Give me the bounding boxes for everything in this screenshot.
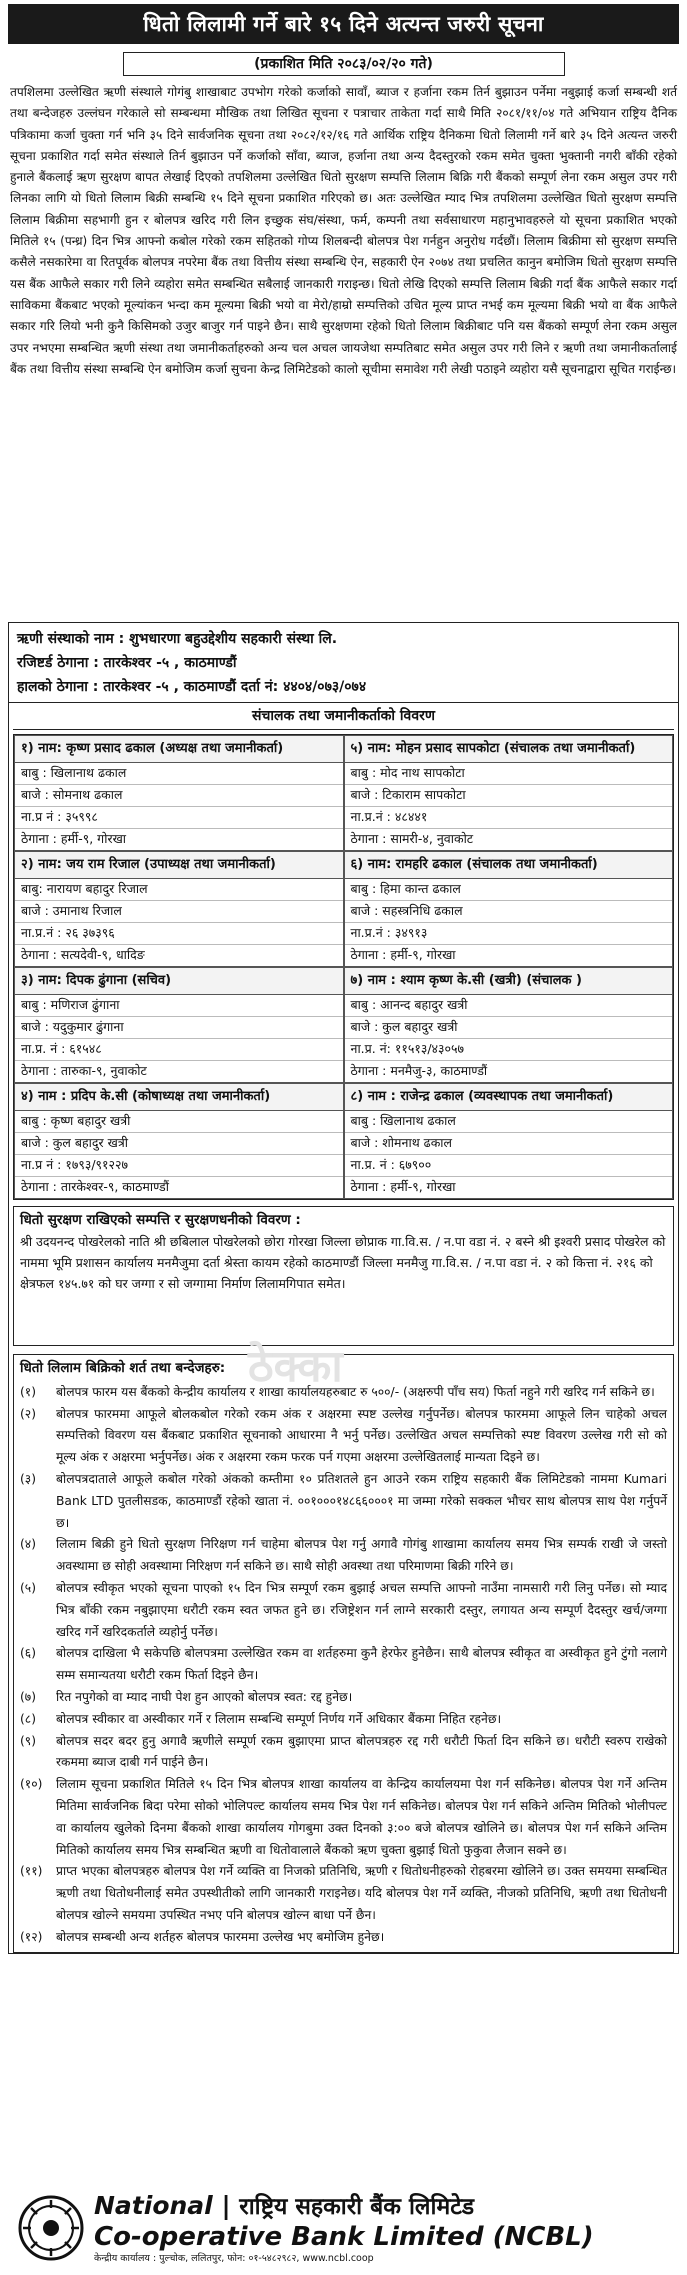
director-detail: ठेगाना : हर्मी-९, गोरखा bbox=[350, 1179, 456, 1194]
bank-name-en: National bbox=[94, 2190, 213, 2220]
director-detail: ठेगाना : हर्मी-९, गोरखा bbox=[350, 947, 456, 962]
director-detail: बाजे : यदुकुमार ढुंगाना bbox=[15, 1017, 343, 1039]
term-number: (६) bbox=[20, 1646, 36, 1661]
collateral-text: श्री उदयनन्द पोखरेलको नाति श्री छबिलाल पोखरेलको छोरा गोरखा जिल्ला छोप्राक गा.वि.स. / न.पा वडा नं. २ बस्ने श्री इश्वरी प्रसाद पोखरेल को नाममा भूमि प्रशासन कार्यालय मनमैजुमा दर्ता श्रेस्ता कायम रहेको काठमाण्डौं जिल्ला मनमैजु गा.वि.स. / न.पा वडा नं. २ को कित्ता नं. २१६ को क्षेत्रफल १४५.७१ को घर जग्गा र सो जग्गामा निर्माण लिलामगिपात समेत। bbox=[20, 1234, 666, 1291]
director-detail: ना.प्र.नं : २६ ३७३९६ bbox=[15, 923, 343, 945]
director-name: ५) नाम: मोहन प्रसाद सापकोटा (संचालक तथा जमानीकर्ता) bbox=[345, 736, 673, 763]
director-card bbox=[14, 1083, 344, 1199]
director-name: ३) नाम: दिपक ढुंगाना (सचिव) bbox=[15, 968, 343, 995]
term-item bbox=[20, 1534, 667, 1578]
director-detail: ठेगाना : तारकेश्वर-९, काठमाण्डौं bbox=[21, 1179, 169, 1194]
director-card bbox=[344, 735, 674, 851]
director-detail: बाबु : आनन्द बहादुर खत्री bbox=[345, 995, 673, 1017]
term-text: बोलपत्र फारम यस बैंकको केन्द्रीय कार्यालय र शाखा कार्यालयहरुबाट रु ५००/- (अक्षरुपी पाँच सय) फिर्ता नहुने गरी खरिद गर्न सकिने छ। bbox=[56, 1384, 655, 1399]
director-card bbox=[14, 851, 344, 967]
term-item bbox=[20, 1578, 667, 1643]
intro-paragraph: तपशिलमा उल्लेखित ऋणी संस्थाले गोगंबु शाखाबाट उपभोग गरेको कर्जाको सावाँ, ब्याज र हर्जाना रकम तिर्न बुझाउन पर्नेमा नबुझाई कर्जा सम्बन्धी शर्त तथा बन्देजहरु उल्लंघन गरेकाले सो सम्बन्धमा मौखिक तथा लिखित सूचना र पत्राचार ताकेता गर्दा साथै मिति २०८१/११/०४ गते अभियान राष्ट्रिय दैनिक पत्रिकामा कर्जा चुक्ता गर्न भनि ३५ दिने सार्वजनिक सूचना तथा २०८२/१२/१६ गते आर्थिक राष्ट्रिय दैनिकमा धितो लिलामी गर्ने बारे ३५ दिने अत्यन्त जरुरी सूचना प्रकाशित गर्दा समेत संस्थाले तिर्न बुझाउन पर्ने कर्जाको साँवा, ब्याज, हर्जाना तथा अन्य दैदस्तुरको रकम समेत चुक्ता भुक्तानी नगरी बाँकी रहेको हुनाले बैंकलाई ऋण सुरक्षण बापत लेखाई दिएको तपशिलमा उल्लेखित धितो सुरक्षण सम्पत्ति लिलाम बिक्रि गरी बैंकको सम्पूर्ण लेना रकम असुल उपर गरी लिनका लागि यो धितो लिलाम बिक्री सम्बन्धि १५ दिने सूचना प्रकाशित गरिएको छ। अतः उल्लेखित म्याद भित्र तपशिलमा उल्लेखित धितो सुरक्षण सम्पत्ति लिलाम बिक्रीमा सहभागी हुन र बोलपत्र खरिद गरी लिन इच्छुक संघ/संस्था, फर्म, कम्पनी तथा सर्वसाधारण महानुभावहरुले यो सूचना प्रकाशित भएको मितिले १५ (पन्ध्र) दिन भित्र आफ्नो कबोल गरेको रकम सहितको गोप्य शिलबन्दी बोलपत्र पेश गर्नहुन अनुरोध गर्दछौं। लिलाम बिक्रीमा सो सुरक्षण सम्पत्ति कसैले नसकारेमा वा रितपूर्वक बोलपत्र नपरेमा बैंक तथा वित्तीय संस्था सम्बन्धि ऐन, सहकारी ऐन २०७४ तथा प्रचलित कानुन बमोजिम धितो सुरक्षण सम्पत्ति यस बैंक आफैले सकार गरी लिने व्यहोरा समेत सम्बन्धित सबैलाई जानकारी गराइन्छ। धितो लेखि दिएको सम्पत्ति लिलाम बिक्री गर्दा बैंक आफैले सकार गर्दा साविकमा बैंकबाट भएको मूल्यांकन भन्दा कम मूल्यमा बिक्री भयो वा मेरो/हाम्रो सम्पत्तिको उचित मूल्य प्राप्त नभई कम मूल्यमा बिक्री भयो वा बैंक आफैले सकार गरि लियो भनी कुनै किसिमको उजुर बाजुर गर्न पाइने छैन। साथै सुरक्षणमा रहेको धितो लिलाम बिक्रीबाट पनि यस बैंकको सम्पूर्ण लेना रकम असुल उपर नभएमा सम्बन्धित ऋणी संस्था तथा जमानीकर्ताहरुको अन्य चल अचल जायजेथा सम्पतिबाट समेत असुल उपर गरी लिने र ऋणी तथा जमानीकर्तालाई बैंक तथा वित्तीय संस्था सम्बन्धि ऐन बमोजिम कर्जा सुचना केन्द्र लिमिटेडको कालो सूचीमा समावेश गरी लेखी पठाइने व्यहोरा यसै सूचनाद्वारा सूचित गराईन्छ। bbox=[10, 85, 677, 376]
director-card bbox=[14, 735, 344, 851]
director-detail: बाबु: नारायण बहादुर रिजाल bbox=[15, 879, 343, 901]
term-item bbox=[20, 1382, 667, 1404]
bank-footer bbox=[8, 2189, 679, 2267]
term-text: प्राप्त भएका बोलपत्रहरु बोलपत्र पेश गर्ने व्यक्ति वा निजको प्रतिनिधि, ऋणी र धितोधनीहरुको रोहबरमा खोलिने छ। उक्त समयमा सम्बन्धित ऋणी तथा धितोधनीलाई समेत उपस्थीतीको लागि जानकारी गराइनेछ। यदि बोलपत्र पेश गर्ने व्यक्ति, नीजको प्रतिनिधि, ऋणी तथा धितोधनी बोलपत्र खोल्ने समयमा उपस्थित नभए पनि बोलपत्र खोल्न बाधा पर्ने छैन। bbox=[56, 1864, 667, 1922]
director-detail: ना.प्र. नं : ६१५४८ bbox=[15, 1039, 343, 1061]
director-name: ८) नाम : राजेन्द्र ढकाल (व्यवस्थापक तथा जमानीकर्ता) bbox=[345, 1084, 673, 1111]
bank-logo-icon bbox=[18, 2195, 84, 2261]
term-item bbox=[20, 1643, 667, 1687]
term-number: (२) bbox=[20, 1406, 36, 1421]
director-detail: ठेगाना : सत्यदेवी-९, धादिङ bbox=[21, 947, 145, 962]
term-item bbox=[20, 1404, 667, 1469]
bank-name-line1: National | राष्ट्रिय सहकारी बैंक लिमिटेड bbox=[94, 2190, 475, 2220]
term-number: (९) bbox=[20, 1733, 36, 1748]
director-name: ६) नाम: रामहरि ढकाल (संचालक तथा जमानीकर्ता) bbox=[345, 852, 673, 879]
current-address: हालको ठेगाना : तारकेश्वर -५ , काठमाण्डौं दर्ता नं: ४४०४/०७३/०७४ bbox=[17, 679, 367, 695]
director-detail: बाबु : कृष्ण बहादुर खत्री bbox=[15, 1111, 343, 1133]
director-detail: ना.प्र नं : १७९३/९१२२७ bbox=[15, 1155, 343, 1177]
director-detail: ना.प्र.नं : ३४९१३ bbox=[345, 923, 673, 945]
bank-address: केन्द्रीय कार्यालय : पुल्चोक, ललितपुर, फोन: ०१-५४८२९८२, www.ncbl.coop bbox=[94, 2252, 374, 2264]
director-card bbox=[344, 967, 674, 1083]
term-number: (५) bbox=[20, 1580, 36, 1595]
notice-title: धितो लिलामी गर्ने बारे १५ दिने अत्यन्त जरुरी सूचना bbox=[8, 4, 679, 44]
terms-heading: धितो लिलाम बिक्रिको शर्त तथा बन्देजहरु: bbox=[20, 1360, 226, 1376]
bank-name-ne: राष्ट्रिय सहकारी बैंक लिमिटेड bbox=[239, 2193, 475, 2220]
registered-address: रजिष्टर्ड ठेगाना : तारकेश्वर -५ , काठमाण्डौं bbox=[17, 655, 237, 671]
term-text: बोलपत्र स्वीकार वा अस्वीकार गर्ने र लिलाम सम्बन्धि सम्पूर्ण निर्णय गर्ने अधिकार बैंकमा निहित रहनेछ। bbox=[56, 1711, 502, 1726]
collateral-heading: धितो सुरक्षण राखिएको सम्पत्ति र सुरक्षणधनीको विवरण : bbox=[20, 1212, 301, 1228]
watermark: ठेक्का bbox=[248, 1341, 343, 1392]
director-detail: ना.प्र.नं : ४८४४१ bbox=[345, 807, 673, 829]
term-text: रित नपुगेको वा म्याद नाघी पेश हुन आएको बोलपत्र स्वत: रद्द हुनेछ। bbox=[56, 1689, 353, 1704]
term-text: लिलाम सूचना प्रकाशित मितिले १५ दिन भित्र बोलपत्र शाखा कार्यालय वा केन्द्रिय कार्यालयमा पेश गर्न सकिनेछ। बोलपत्र पेश गर्ने अन्तिम मितिमा सार्वजनिक बिदा परेमा सोको भोलिपल्ट कार्यालय समय भित्र पेश गर्न सकिनेछ। बोलपत्र पेश गर्न सकिने अन्तिम मितिको भोलीपल्ट वा कार्यालय खुलेको दिनमा बैंकको शाखा कार्यालय गोगबुमा उक्त दिनको ३:०० बजे बोलपत्र खोलिने छ। बोलपत्र पेश गर्न सकिने अन्तिम मितिको कार्यालय समय भित्र सम्बन्धित ऋणी वा धितोवालाले बैंकको ऋण चुक्ता बुझाई धितो फुकुवा लैजान सक्ने छ। bbox=[56, 1777, 667, 1857]
director-card bbox=[14, 967, 344, 1083]
term-number: (१०) bbox=[20, 1777, 43, 1792]
director-detail: ठेगाना : तारुका-९, नुवाकोट bbox=[21, 1063, 147, 1078]
term-number: (१२) bbox=[20, 1929, 43, 1944]
director-card bbox=[344, 1083, 674, 1199]
term-text: बोलपत्र स्वीकृत भएको सूचना पाएको १५ दिन भित्र सम्पूर्ण रकम बुझाई अचल सम्पत्ति आफ्नो नाउँमा नामसारी गरी लिनु पर्नेछ। सो म्याद भित्र बाँकी रकम नबुझाएमा धरौटी रकम स्वत जफत हुने छ। रजिष्ट्रेशन गर्न लाग्ने सरकारी दस्तुर, लगायत अन्य सम्पूर्ण दैदस्तुर खर्च/जग्गा खरिद गर्ने खरिदकर्ताले व्यहोर्नु पर्नेछ। bbox=[56, 1580, 667, 1639]
term-item bbox=[20, 1469, 667, 1534]
details-box bbox=[8, 622, 679, 1954]
director-detail: बाजे : शोमनाथ ढकाल bbox=[345, 1133, 673, 1155]
directors-grid bbox=[13, 734, 674, 1200]
term-item bbox=[20, 1861, 667, 1926]
term-number: (७) bbox=[20, 1689, 36, 1704]
director-detail: बाबु : हिमा कान्त ढकाल bbox=[345, 879, 673, 901]
borrower-name: ऋणी संस्थाको नाम : शुभधारणा बहुउद्देशीय सहकारी संस्था लि. bbox=[17, 631, 338, 647]
director-detail: बाबु : खिलानाथ ढकाल bbox=[15, 763, 343, 785]
collateral-section bbox=[13, 1206, 674, 1346]
director-detail: ना.प्र. नं : ६७९०० bbox=[345, 1155, 673, 1177]
director-detail: ना.प्र. नं: ११५१३/४३०५७ bbox=[345, 1039, 673, 1061]
director-name: १) नाम: कृष्ण प्रसाद ढकाल (अध्यक्ष तथा जमानीकर्ता) bbox=[15, 736, 343, 763]
term-number: (१) bbox=[20, 1384, 36, 1399]
term-text: बोलपत्र फारममा आफूले बोलकबोल गरेको रकम अंक र अक्षरमा स्पष्ट उल्लेख गर्नुपर्नेछ। बोलपत्र फारममा आफूले लिन चाहेको अचल सम्पत्तिको विवरण यस बैंकबाट प्रकाशित सूचनाको आधारमा नै भर्नु पर्नेछ। उल्लेखित अचल सम्पत्तिको स्पष्ट विवरण उल्लेख गरी सो को मूल्य अंक र अक्षरमा भर्नुपर्नेछ। अंक र अक्षरमा रकम फरक पर्न गएमा अक्षरमा उल्लेखितलाई मान्यता दिइने छ। bbox=[56, 1406, 667, 1465]
term-item bbox=[20, 1774, 667, 1861]
director-detail: बाजे : टिकाराम सापकोटा bbox=[345, 785, 673, 807]
terms-section bbox=[13, 1354, 674, 1953]
director-detail: बाजे : कुल बहादुर खत्री bbox=[15, 1133, 343, 1155]
director-detail: ठेगाना : हर्मी-९, गोरखा bbox=[21, 831, 127, 846]
term-item bbox=[20, 1709, 667, 1731]
borrower-info bbox=[9, 623, 678, 703]
director-card bbox=[344, 851, 674, 967]
director-detail: बाजे : सोमनाथ ढकाल bbox=[15, 785, 343, 807]
directors-heading: संचालक तथा जमानीकर्ताको विवरण bbox=[13, 703, 674, 730]
director-detail: बाबु : मोद नाथ सापकोटा bbox=[345, 763, 673, 785]
term-item bbox=[20, 1687, 667, 1709]
term-item bbox=[20, 1731, 667, 1775]
term-number: (८) bbox=[20, 1711, 36, 1726]
director-detail: ना.प्र नं : ३५९९८ bbox=[15, 807, 343, 829]
term-item bbox=[20, 1927, 667, 1949]
director-detail: बाजे : कुल बहादुर खत्री bbox=[345, 1017, 673, 1039]
term-text: बोलपत्र सदर बदर हुनु अगावै ऋणीले सम्पूर्ण रकम बुझाएमा प्राप्त बोलपत्रहरु रद्द गरी धरौटी फिर्ता दिन सकिने छ। धरौटी स्वरुप राखेको रकममा ब्याज दाबी गर्न पाईने छैन। bbox=[56, 1733, 667, 1770]
director-name: ४) नाम : प्रदिप के.सी (कोषाध्यक्ष तथा जमानीकर्ता) bbox=[15, 1084, 343, 1111]
published-date: (प्रकाशित मिति २०८३/०२/२० गते) bbox=[123, 52, 565, 76]
director-name: २) नाम: जय राम रिजाल (उपाध्यक्ष तथा जमानीकर्ता) bbox=[15, 852, 343, 879]
notice-page bbox=[8, 4, 679, 2267]
footer-text bbox=[94, 2191, 594, 2266]
term-text: लिलाम बिक्री हुने धितो सुरक्षण निरिक्षण गर्न चाहेमा बोलपत्र पेश गर्नु अगावै गोगंबु शाखामा कार्यालय समय भित्र सम्पर्क राखी जे जस्तो अवस्थामा छ सोही अवस्थामा निरिक्षण गर्न सकिने छ। साथै सोही अवस्था तथा परिमाणमा बिक्री गरिने छ। bbox=[56, 1537, 667, 1574]
bank-name-en-full: Co-operative Bank Limited (NCBL) bbox=[94, 2221, 594, 2252]
term-text: बोलपत्रदाताले आफूले कबोल गरेको अंकको कम्तीमा १० प्रतिशतले हुन आउने रकम राष्ट्रिय सहकारी बैंक लिमिटेडको नाममा Kumari Bank LTD पुतलीसडक, काठमाण्डौं रहेको खाता नं. ००१०००१४८६६०००१ मा जम्मा गरेको सक्कल भौचर साथ बोलपत्र साथ पेश गर्नुपर्ने छ। bbox=[56, 1471, 667, 1530]
term-text: बोलपत्र सम्बन्धी अन्य शर्तहरु बोलपत्र फारममा उल्लेख भए बमोजिम हुनेछ। bbox=[56, 1929, 385, 1944]
term-number: (११) bbox=[20, 1864, 43, 1879]
director-detail: ठेगाना : सामरी-४, नुवाकोट bbox=[350, 831, 474, 846]
director-detail: ठेगाना : मनमैजु-३, काठमाण्डौं bbox=[350, 1063, 488, 1078]
director-detail: बाबु : मणिराज ढुंगाना bbox=[15, 995, 343, 1017]
director-detail: बाजे : उमानाथ रिजाल bbox=[15, 901, 343, 923]
term-number: (३) bbox=[20, 1471, 36, 1486]
director-detail: बाजे : सहस्त्रनिधि ढकाल bbox=[345, 901, 673, 923]
term-number: (४) bbox=[20, 1537, 36, 1552]
director-name: ७) नाम : श्याम कृष्ण के.सी (खत्री) (संचालक ) bbox=[345, 968, 673, 995]
director-detail: बाबु : खिलानाथ ढकाल bbox=[345, 1111, 673, 1133]
term-text: बोलपत्र दाखिला भै सकेपछि बोलपत्रमा उल्लेखित रकम वा शर्तहरुमा कुनै हेरफेर हुनेछैन। साथै बोलपत्र स्वीकृत वा अस्वीकृत हुने टुंगो नलागे सम्म समान्यतया धरौटी रकम फिर्ता दिइने छैन। bbox=[56, 1646, 667, 1683]
